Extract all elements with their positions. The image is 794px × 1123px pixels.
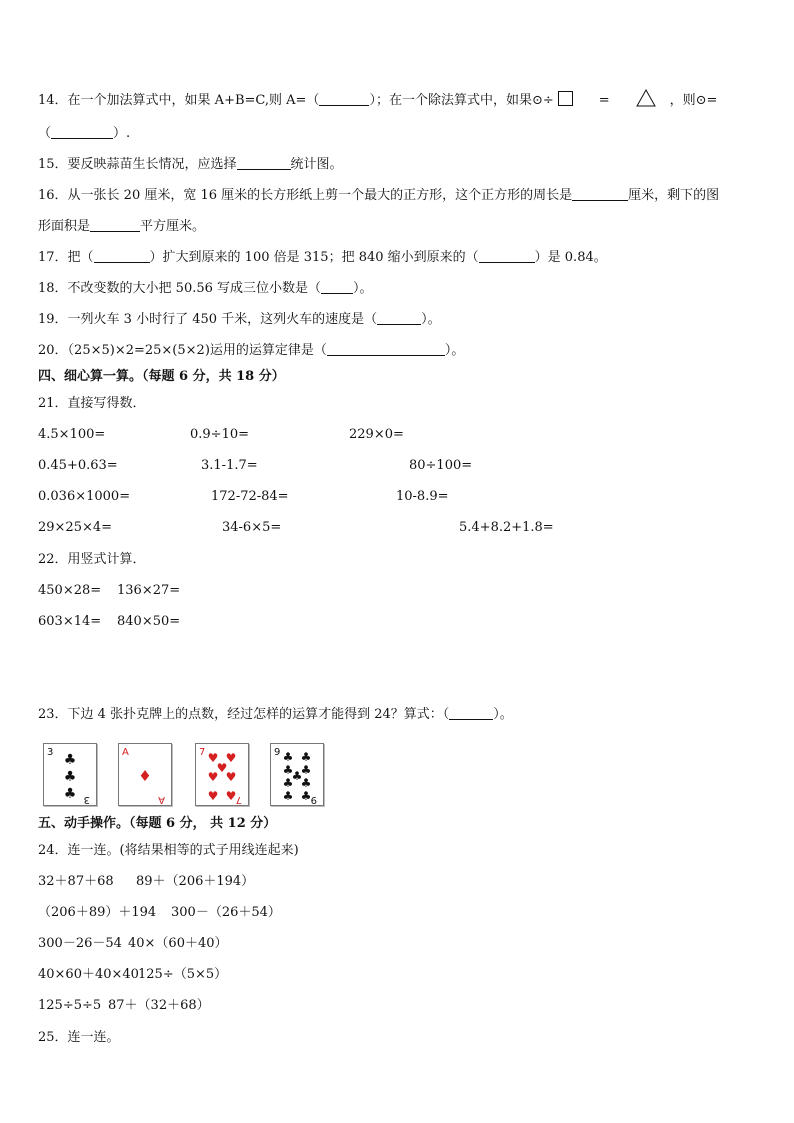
svg-text:9: 9 <box>274 747 281 758</box>
q23: 23．下边 4 张扑克牌上的点数，经过怎样的运算才能得到 24？算式：（ ）。 <box>38 707 513 722</box>
q25-title: 25．连一连。 <box>38 1030 120 1045</box>
svg-text:♥: ♥ <box>225 770 237 784</box>
q24-left-expr[interactable]: 40×60＋40×40 <box>38 967 139 982</box>
q19: 19．一列火车 3 小时行了 450 千米，这列火车的速度是（ ）。 <box>38 312 441 327</box>
svg-text:♣: ♣ <box>282 776 294 790</box>
q14-line1: 14．在一个加法算式中，如果 A+B=C,则 A=（ ）；在一个除法算式中，如果⊙÷ = ，则⊙= <box>38 89 717 113</box>
svg-text:♣: ♣ <box>282 789 294 803</box>
q22-cell: 136×27= <box>117 583 181 598</box>
q24-right-expr[interactable]: 125÷（5×5） <box>138 967 228 982</box>
q17: 17．把（ ）扩大到原来的 100 倍是 315；把 840 缩小到原来的（ ）是 0.84。 <box>38 250 607 265</box>
square-icon <box>558 91 573 106</box>
svg-text:♣: ♣ <box>282 763 294 777</box>
q21-cell: 229×0= <box>349 427 404 442</box>
q15: 15．要反映蒜苗生长情况，应选择 统计图。 <box>38 157 343 172</box>
svg-text:A: A <box>122 747 129 758</box>
q24-right-expr[interactable]: 40×（60＋40） <box>128 936 228 951</box>
q21-cell: 4.5×100= <box>38 427 106 442</box>
q21-cell: 3.1-1.7= <box>201 458 258 473</box>
svg-text:♣: ♣ <box>300 776 312 790</box>
q23-blank[interactable] <box>449 706 493 720</box>
diamonds-icon <box>119 744 171 805</box>
svg-text:♣: ♣ <box>300 789 312 803</box>
q24-left-expr[interactable]: 300－26－54 <box>38 936 122 951</box>
q14-line2: （ ）. <box>38 126 131 141</box>
q14-blank-2[interactable] <box>51 125 113 139</box>
svg-text:♥: ♥ <box>216 761 228 775</box>
q21-cell: 0.9÷10= <box>190 427 250 442</box>
q22-cell: 450×28= <box>38 583 102 598</box>
svg-text:♦: ♦ <box>138 767 152 785</box>
svg-text:7: 7 <box>235 794 242 805</box>
section-5-heading: 五、动手操作。（每题 6 分， 共 12 分） <box>38 816 277 831</box>
svg-text:♣: ♣ <box>63 769 77 785</box>
playing-card-7-hearts <box>195 743 249 806</box>
q22-cell: 840×50= <box>117 614 181 629</box>
q24-left-expr[interactable]: 125÷5÷5 <box>38 998 102 1013</box>
hearts-icon <box>196 744 248 805</box>
svg-text:♣: ♣ <box>282 750 294 764</box>
svg-text:♥: ♥ <box>225 751 237 765</box>
q14-blank-1[interactable] <box>319 92 369 106</box>
svg-text:9: 9 <box>310 794 317 805</box>
clubs-icon <box>44 744 96 805</box>
q22-cell: 603×14= <box>38 614 102 629</box>
svg-text:♥: ♥ <box>207 789 219 803</box>
svg-text:3: 3 <box>83 794 90 805</box>
q24-right-expr[interactable]: 300－（26＋54） <box>171 905 281 920</box>
q21-cell: 29×25×4= <box>38 520 113 535</box>
svg-text:A: A <box>158 794 165 805</box>
triangle-icon <box>636 89 656 113</box>
q21-cell: 5.4+8.2+1.8= <box>459 520 554 535</box>
q16-blank-1[interactable] <box>572 187 628 201</box>
q22-title: 22．用竖式计算． <box>38 552 146 567</box>
svg-text:♣: ♣ <box>63 786 77 802</box>
playing-card-3-clubs <box>43 743 97 806</box>
q24-title: 24．连一连。(将结果相等的式子用线连起来) <box>38 843 299 858</box>
q21-cell: 172-72-84= <box>211 489 289 504</box>
svg-text:♣: ♣ <box>63 752 77 768</box>
q15-blank[interactable] <box>237 156 291 170</box>
q20-blank[interactable] <box>327 342 445 356</box>
clubs-icon <box>271 744 323 805</box>
q21-cell: 0.036×1000= <box>38 489 131 504</box>
q24-right-expr[interactable]: 87＋（32＋68） <box>108 998 210 1013</box>
svg-text:♣: ♣ <box>300 750 312 764</box>
q24-left-expr[interactable]: （206＋89）＋194 <box>38 905 157 920</box>
svg-text:♥: ♥ <box>207 751 219 765</box>
playing-card-9-clubs <box>270 743 324 806</box>
svg-text:♥: ♥ <box>207 770 219 784</box>
q24-right-expr[interactable]: 89＋（206＋194） <box>136 874 255 889</box>
svg-text:3: 3 <box>47 747 54 758</box>
svg-text:7: 7 <box>199 747 206 758</box>
q18-blank[interactable] <box>321 280 353 294</box>
section-4-heading: 四、细心算一算。（每题 6 分，共 18 分） <box>38 369 285 384</box>
q21-cell: 34-6×5= <box>222 520 282 535</box>
q17-blank-1[interactable] <box>94 249 150 263</box>
playing-card-a-diamonds <box>118 743 172 806</box>
svg-text:♥: ♥ <box>225 789 237 803</box>
q16-line2: 形面积是 平方厘米。 <box>38 219 206 234</box>
svg-text:♣: ♣ <box>291 769 303 783</box>
q24-left-expr[interactable]: 32＋87＋68 <box>38 874 114 889</box>
q20: 20．（25×5)×2=25×(5×2)运用的运算定律是（ ）。 <box>38 343 465 358</box>
q16-blank-2[interactable] <box>90 218 140 232</box>
q21-cell: 80÷100= <box>409 458 473 473</box>
q21-cell: 10-8.9= <box>396 489 449 504</box>
q19-blank[interactable] <box>377 311 421 325</box>
q18: 18．不改变数的大小把 50.56 写成三位小数是（ ）。 <box>38 281 373 296</box>
svg-text:♣: ♣ <box>300 763 312 777</box>
q21-cell: 0.45+0.63= <box>38 458 118 473</box>
q21-title: 21．直接写得数． <box>38 396 146 411</box>
q16-line1: 16．从一张长 20 厘米，宽 16 厘米的长方形纸上剪一个最大的正方形，这个正方形的周长是 厘米，剩下的图 <box>38 188 720 203</box>
q17-blank-2[interactable] <box>479 249 535 263</box>
